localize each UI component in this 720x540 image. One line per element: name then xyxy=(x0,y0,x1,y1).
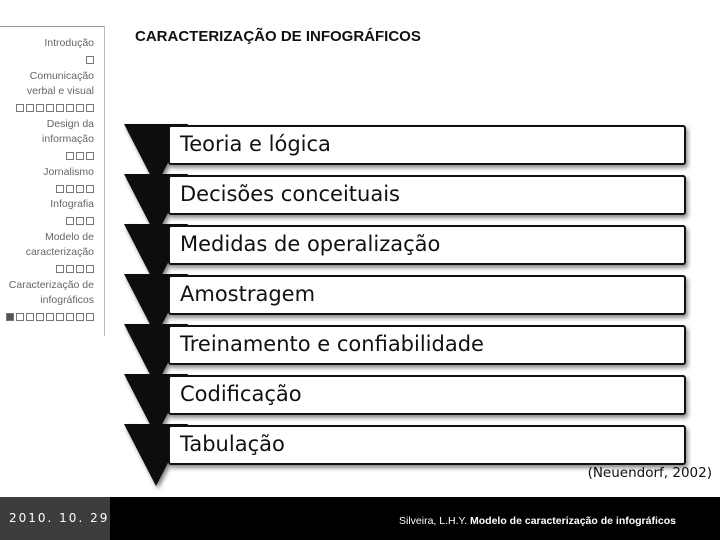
process-step-label: Tabulação xyxy=(180,432,285,456)
progress-square-icon xyxy=(6,313,14,321)
progress-square-icon xyxy=(66,313,74,321)
process-step-box xyxy=(168,375,686,415)
process-step-label: Teoria e lógica xyxy=(180,132,331,156)
footer-author: Silveira, L.H.Y. xyxy=(399,515,468,527)
process-step-box xyxy=(168,175,686,215)
progress-square-icon xyxy=(56,265,64,273)
progress-square-icon xyxy=(66,185,74,193)
progress-square-icon xyxy=(86,152,94,160)
progress-square-icon xyxy=(76,185,84,193)
progress-square-icon xyxy=(76,152,84,160)
process-step xyxy=(118,274,688,324)
progress-square-icon xyxy=(76,313,84,321)
progress-square-icon xyxy=(66,217,74,225)
progress-square-icon xyxy=(56,185,64,193)
progress-square-icon xyxy=(86,217,94,225)
process-step-box xyxy=(168,125,686,165)
sidebar-side-divider xyxy=(104,26,105,336)
footer-date: 2010. 10. 29 xyxy=(9,511,110,525)
source-citation: (Neuendorf, 2002) xyxy=(587,465,712,481)
nav-item-caracterizacao[interactable]: Caracterização de infográficos xyxy=(8,278,94,306)
progress-square-icon xyxy=(56,313,64,321)
progress-square-icon xyxy=(26,104,34,112)
progress-square-icon xyxy=(66,265,74,273)
process-step-label: Treinamento e confiabilidade xyxy=(180,332,484,356)
progress-square-icon xyxy=(66,104,74,112)
page-title: CARACTERIZAÇÃO DE INFOGRÁFICOS xyxy=(135,28,421,45)
progress-square-icon xyxy=(36,104,44,112)
nav-progress-design-informacao xyxy=(4,148,94,165)
nav-item-introducao[interactable]: Introdução xyxy=(44,37,94,49)
progress-square-icon xyxy=(16,104,24,112)
section-nav xyxy=(4,36,94,326)
process-step xyxy=(118,124,688,174)
progress-square-icon xyxy=(86,185,94,193)
progress-square-icon xyxy=(86,104,94,112)
nav-progress-introducao xyxy=(4,52,94,69)
process-step xyxy=(118,324,688,374)
progress-square-icon xyxy=(26,313,34,321)
progress-square-icon xyxy=(56,104,64,112)
nav-progress-jornalismo xyxy=(4,180,94,197)
process-step xyxy=(118,224,688,274)
process-step xyxy=(118,374,688,424)
process-step-box xyxy=(168,275,686,315)
process-step-label: Codificação xyxy=(180,382,302,406)
nav-progress-caracterizacao xyxy=(4,309,94,326)
progress-square-icon xyxy=(46,104,54,112)
progress-square-icon xyxy=(86,265,94,273)
nav-item-modelo[interactable]: Modelo de caracterização xyxy=(25,230,94,258)
process-list xyxy=(118,124,688,474)
nav-progress-comunicacao xyxy=(4,100,94,117)
progress-square-icon xyxy=(76,265,84,273)
footer-work-title: Modelo de caracterização de infográficos xyxy=(470,515,676,527)
footer-credit xyxy=(399,515,676,527)
progress-square-icon xyxy=(86,313,94,321)
nav-progress-modelo xyxy=(4,261,94,278)
sidebar-top-divider xyxy=(0,26,104,27)
progress-square-icon xyxy=(66,152,74,160)
process-step-box xyxy=(168,325,686,365)
process-step-label: Amostragem xyxy=(180,282,316,306)
progress-square-icon xyxy=(46,313,54,321)
progress-square-icon xyxy=(76,217,84,225)
process-step xyxy=(118,174,688,224)
process-step-box xyxy=(168,425,686,465)
nav-item-infografia[interactable]: Infografia xyxy=(50,198,94,210)
process-step-label: Medidas de operalização xyxy=(180,232,441,256)
process-step-label: Decisões conceituais xyxy=(180,182,400,206)
progress-square-icon xyxy=(36,313,44,321)
nav-item-design-informacao[interactable]: Design da informação xyxy=(42,117,94,145)
nav-item-comunicacao[interactable]: Comunicação verbal e visual xyxy=(26,69,94,97)
process-step-box xyxy=(168,225,686,265)
nav-item-jornalismo[interactable]: Jornalismo xyxy=(43,165,94,178)
footer-credit-panel xyxy=(110,497,720,540)
progress-square-icon xyxy=(16,313,24,321)
footer-date-panel xyxy=(0,497,110,540)
progress-square-icon xyxy=(86,56,94,64)
progress-square-icon xyxy=(76,104,84,112)
nav-progress-infografia xyxy=(4,213,94,230)
